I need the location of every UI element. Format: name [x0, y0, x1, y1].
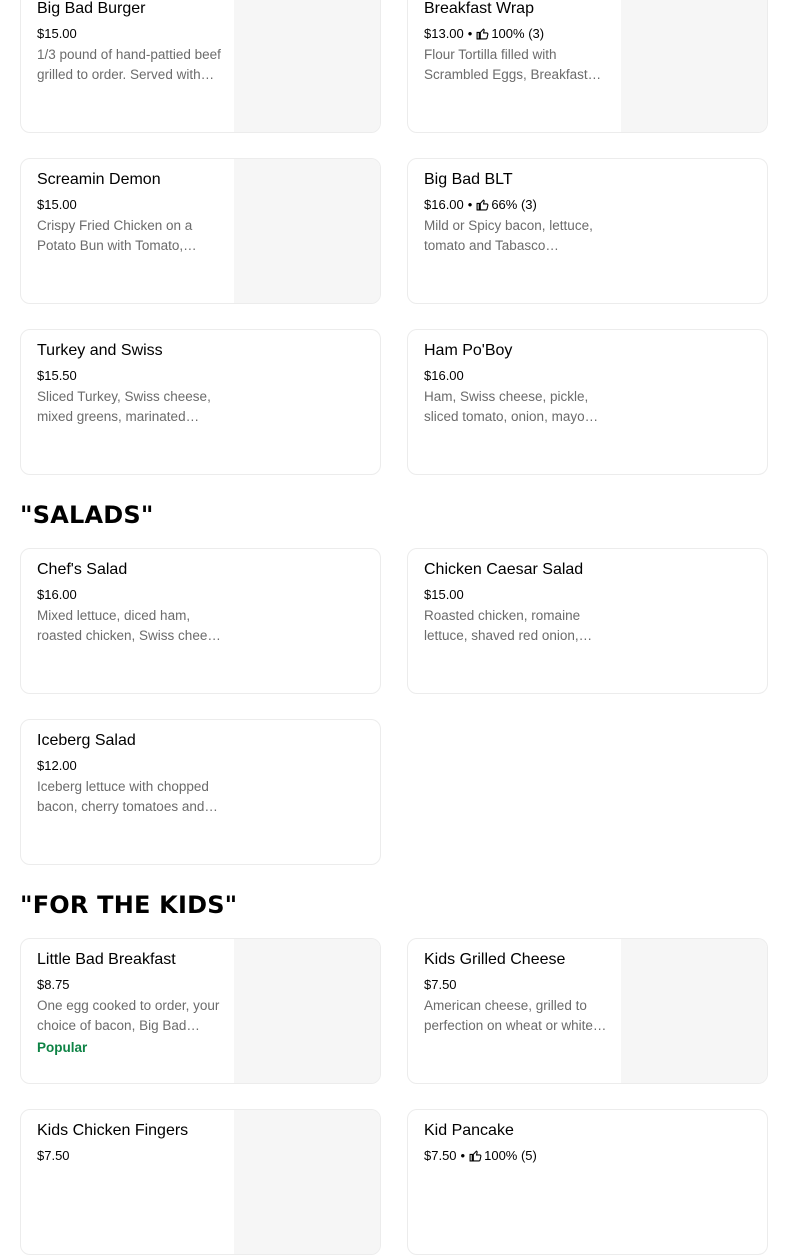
menu-item-card[interactable] [407, 329, 768, 475]
item-image-placeholder [234, 939, 380, 1084]
item-name: Screamin Demon [37, 171, 161, 188]
item-price: $7.50 [424, 1148, 457, 1163]
section-title-kids: "FOR THE KIDS" [20, 891, 238, 919]
item-description: Crispy Fried Chicken on a Potato Bun with Tomato, [37, 218, 193, 253]
item-meta [424, 977, 457, 992]
item-image-placeholder [234, 159, 380, 304]
item-price: $8.75 [37, 977, 70, 992]
item-name: Iceberg Salad [37, 732, 136, 749]
item-name: Turkey and Swiss [37, 342, 163, 359]
menu-item-card[interactable] [407, 158, 768, 304]
item-image-placeholder [621, 939, 767, 1084]
item-name: Chef's Salad [37, 561, 128, 578]
meta-separator: • [467, 26, 473, 41]
item-price: $16.00 [424, 197, 464, 212]
item-meta [37, 197, 77, 212]
item-name: Big Bad Burger [37, 0, 146, 17]
item-price: $15.00 [37, 197, 77, 212]
item-image-placeholder [234, 0, 380, 133]
item-price: $15.00 [424, 587, 464, 602]
item-name: Kids Grilled Cheese [424, 951, 566, 968]
item-meta [37, 758, 77, 773]
menu-item-card[interactable] [407, 938, 768, 1084]
item-name: Big Bad BLT [424, 171, 513, 188]
menu-item-card[interactable] [20, 1109, 381, 1255]
item-meta [424, 26, 544, 41]
item-name: Chicken Caesar Salad [424, 561, 584, 578]
meta-separator: • [460, 1148, 466, 1163]
item-meta [37, 26, 77, 41]
item-description: Flour Tortilla filled with Scrambled Eggs, Breakfast [424, 47, 588, 82]
item-name: Breakfast Wrap [424, 0, 534, 17]
item-image-placeholder [234, 1110, 380, 1255]
item-description: Roasted chicken, romaine lettuce, shaved red onion, [424, 608, 581, 643]
menu-item-card[interactable] [20, 719, 381, 865]
item-description: Mixed lettuce, diced ham, roasted chicken, Swiss cheese [37, 608, 222, 643]
thumbs-up-icon [469, 1149, 482, 1162]
menu-item-card[interactable] [20, 938, 381, 1084]
menu-item-card[interactable] [407, 548, 768, 694]
item-description: One egg cooked to order, your choice of bacon, Big Bad [37, 998, 220, 1033]
item-name: Ham Po'Boy [424, 342, 513, 359]
popular-badge: Popular [37, 1040, 88, 1055]
meta-separator: • [467, 197, 473, 212]
thumbs-up-icon [476, 198, 489, 211]
item-meta [424, 368, 464, 383]
item-price: $15.50 [37, 368, 77, 383]
thumbs-up-icon [476, 27, 489, 40]
item-price: $7.50 [37, 1148, 70, 1163]
menu-item-card[interactable] [20, 158, 381, 304]
item-meta [37, 368, 77, 383]
menu-item-card[interactable] [407, 1109, 768, 1255]
item-rating: 66% (3) [491, 197, 537, 212]
item-description: Ham, Swiss cheese, pickle, sliced tomato, onion, mayo [424, 389, 589, 424]
item-rating: 100% (3) [491, 26, 545, 41]
item-name: Kid Pancake [424, 1122, 514, 1139]
item-meta [37, 977, 70, 992]
item-price: $15.00 [37, 26, 77, 41]
menu-item-card[interactable] [20, 329, 381, 475]
item-description: 1/3 pound of hand-pattied beef grilled to order. Served with [37, 47, 221, 82]
item-description: Sliced Turkey, Swiss cheese, mixed greens, marinated [37, 389, 211, 424]
item-meta [37, 1148, 70, 1163]
item-meta [424, 197, 537, 212]
item-price: $12.00 [37, 758, 77, 773]
menu-item-card[interactable] [20, 0, 381, 133]
item-name: Little Bad Breakfast [37, 951, 176, 968]
item-price: $16.00 [424, 368, 464, 383]
item-price: $13.00 [424, 26, 464, 41]
item-rating: 100% (5) [484, 1148, 537, 1163]
item-description: American cheese, grilled to perfection on wheat or white [424, 998, 593, 1033]
item-name: Kids Chicken Fingers [37, 1122, 189, 1139]
menu-item-card[interactable] [20, 548, 381, 694]
section-title-salads: "SALADS" [20, 501, 154, 529]
item-meta [424, 587, 464, 602]
item-meta [424, 1148, 537, 1163]
menu-item-card[interactable] [407, 0, 768, 133]
item-meta [37, 587, 77, 602]
item-description: Mild or Spicy bacon, lettuce, tomato and Tabasco [424, 218, 593, 253]
item-price: $16.00 [37, 587, 77, 602]
item-price: $7.50 [424, 977, 457, 992]
item-description: Iceberg lettuce with chopped bacon, cherry tomatoes and [37, 779, 209, 814]
item-image-placeholder [621, 0, 767, 133]
